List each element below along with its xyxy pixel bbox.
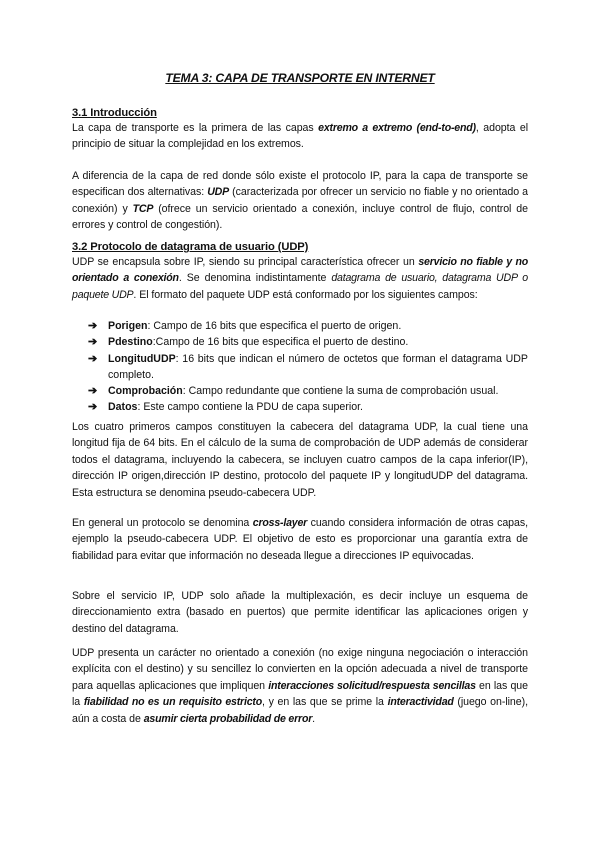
text-run: UDP se encapsula sobre IP, siendo su principal característica ofrecer un — [72, 256, 419, 268]
arrow-bullet-icon: ➔ — [88, 352, 98, 365]
text-run: La capa de transporte es la primera de las capas — [72, 122, 319, 134]
field-name: LongitudUDP — [108, 352, 176, 365]
paragraph-udp-5 — [72, 645, 528, 727]
arrow-bullet-icon: ➔ — [88, 401, 98, 414]
text-run: , y en las que se prime la — [262, 696, 388, 709]
field-name: Datos — [108, 401, 138, 414]
emphasis-text: UDP — [207, 186, 230, 199]
emphasis-text: servicio no fiable y no orientado a conexión — [72, 256, 528, 285]
section-heading-intro: 3.1 Introducción — [72, 107, 157, 119]
text-run: . El formato del paquete UDP está conformado por los siguientes campos: — [133, 288, 478, 301]
paragraph-intro-1 — [72, 120, 528, 153]
emphasis-text: extremo a extremo (end-to-end) — [318, 122, 476, 134]
text-run: A diferencia de la capa de red donde sólo existe el protocolo IP, para la capa de transporte se especifican dos alternativas: — [72, 170, 528, 199]
emphasis-text: interactividad — [387, 696, 454, 709]
text-run: en las que la — [72, 679, 528, 709]
list-item — [88, 399, 528, 415]
emphasis-text: TCP — [132, 202, 154, 215]
text-run: En general un protocolo se denomina — [72, 517, 253, 529]
text-run: UDP presenta un carácter no orientado a conexión (no exige ninguna negociación o interacción explícita con el destino) y su sencillez lo convierten en la opción adecuada a nivel de transporte para aquellas aplicaciones que impliquen — [72, 647, 528, 692]
text-run: , adopta el principio de situar la complejidad en los extremos. — [72, 122, 528, 151]
list-item — [88, 334, 528, 350]
section-heading-udp: 3.2 Protocolo de datagrama de usuario (UDP) — [72, 241, 309, 253]
emphasis-text: fiabilidad no es un requisito estricto — [83, 696, 262, 709]
emphasis-text: asumir cierta probabilidad de error — [143, 712, 313, 725]
paragraph-intro-2 — [72, 168, 528, 234]
list-item — [88, 351, 528, 384]
list-item — [88, 318, 528, 334]
emphasis-text: interacciones solicitud/respuesta sencillas — [268, 679, 476, 692]
field-desc: : Campo redundante que contiene la suma de comprobación usual. — [182, 385, 499, 398]
arrow-bullet-icon: ➔ — [88, 320, 98, 332]
paragraph-udp-3 — [72, 515, 528, 564]
text-run: (juego on-line), aún a costa de — [72, 696, 528, 725]
list-item — [88, 383, 528, 399]
arrow-bullet-icon: ➔ — [88, 385, 98, 398]
udp-fields-list — [88, 318, 528, 416]
field-desc: :Campo de 16 bits que especifica el puerto de destino. — [152, 336, 409, 349]
emphasis-text: cross-layer — [252, 517, 308, 529]
page-title: TEMA 3: CAPA DE TRANSPORTE EN INTERNET — [165, 71, 435, 85]
paragraph-udp-4: Sobre el servicio IP, UDP solo añade la multiplexación, es decir incluye un esquema de direccionamiento extra (basado en puertos) que permite identificar las aplicaciones origen y destino del datagrama. — [72, 590, 528, 635]
field-desc: : Este campo contiene la PDU de capa superior. — [137, 401, 363, 414]
text-run: . — [312, 712, 316, 725]
italic-text: datagrama de usuario, datagrama UDP o paquete UDP — [72, 272, 528, 301]
text-run: . Se denomina indistintamente — [178, 272, 332, 285]
field-name: Comprobación — [108, 385, 183, 398]
text-run: (ofrece un servicio orientado a conexión, incluye control de flujo, control de errores y control de congestión). — [72, 202, 528, 232]
text-run: cuando considera información de otras capas, ejemplo la pseudo-cabecera UDP. El objetivo de esto es proporcionar una garantía extra de fiabilidad para evitar que información no deseada llegue a direcciones IP equivocadas. — [72, 517, 528, 562]
field-desc: : 16 bits que indican el número de octetos que forman el datagrama UDP completo. — [108, 352, 528, 381]
text-run: (caracterizada por ofrecer un servicio no fiable y no orientado a conexión) y — [72, 186, 528, 215]
field-name: Pdestino — [108, 336, 153, 349]
arrow-bullet-icon: ➔ — [88, 336, 98, 349]
paragraph-udp-1 — [72, 254, 528, 303]
field-name: Porigen — [108, 320, 148, 332]
field-desc: : Campo de 16 bits que especifica el puerto de origen. — [147, 320, 402, 332]
paragraph-udp-2: Los cuatro primeros campos constituyen la cabecera del datagrama UDP, la cual tiene una longitud fija de 64 bits. En el cálculo de la suma de comprobación de UDP además de considerar todos el datagrama, incluyendo la cabecera, se incluyen cuatro campos de la capa inferior(IP), dirección IP origen,dirección IP destino, protocolo del paquete IP y longitudUDP del datagrama. Esta estructura se denomina pseudo-cabecera UDP. — [72, 421, 528, 499]
